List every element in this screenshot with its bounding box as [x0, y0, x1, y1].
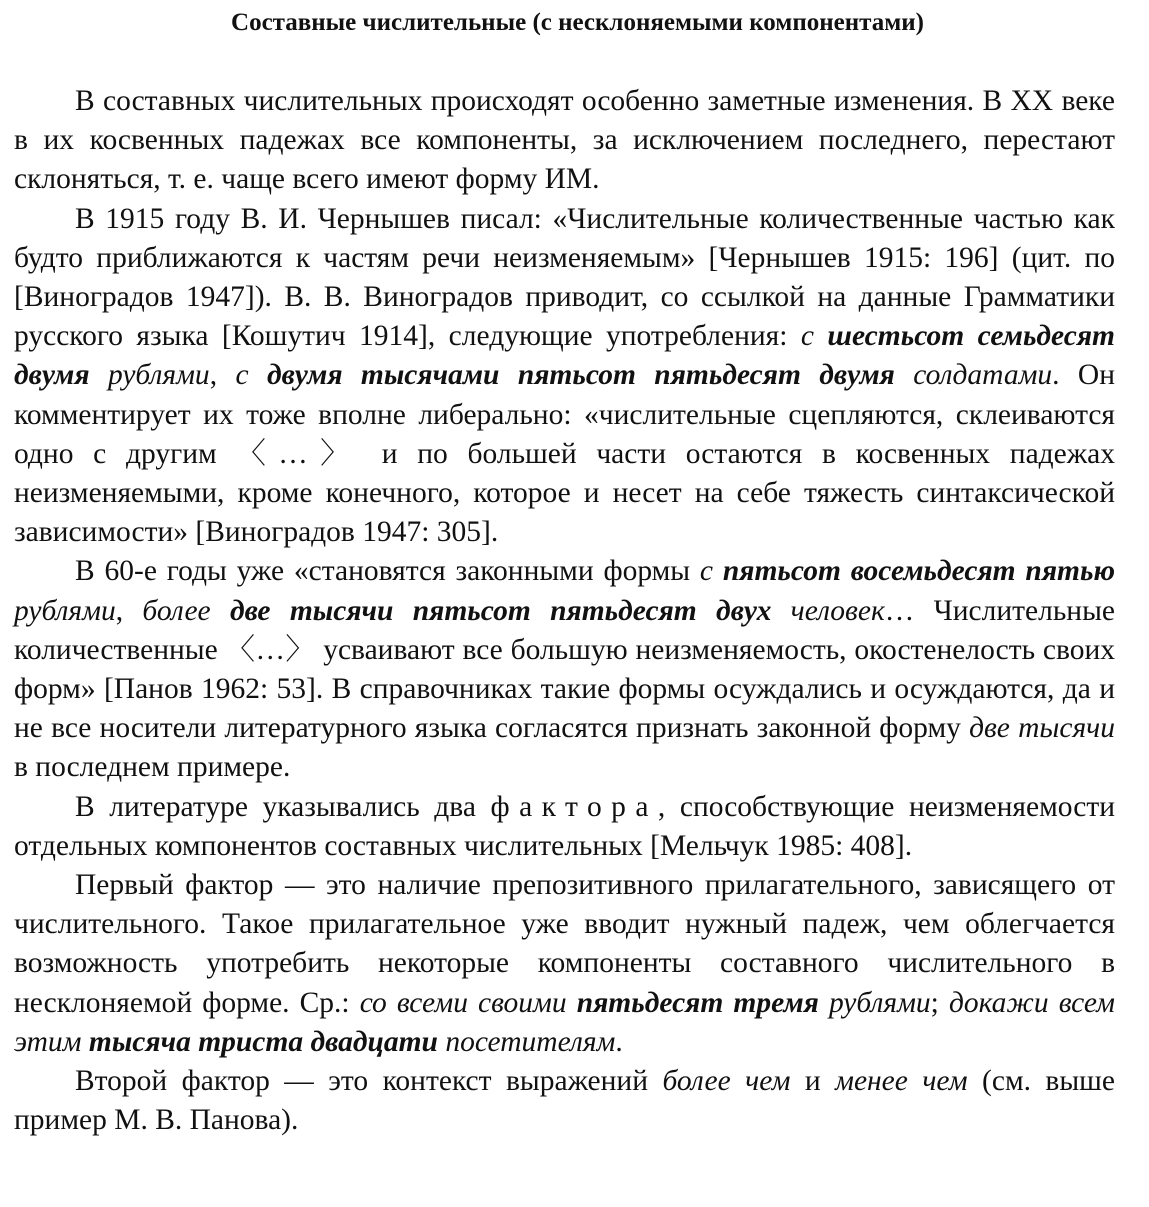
p2-text-3: . Он комментирует их тоже вполне либерально: «числительные сцепляются, склеиваются одно с другим 〈…〉 и по большей части остаются в косвенных падежах неизменяемыми, кроме конечного, которое и несет на себе тяжесть синтаксической зависимости» [Виноградов 1947: 305]. [14, 359, 1116, 549]
paragraph-6 [14, 1062, 1115, 1140]
p2-text-1: В 1915 году В. И. Чернышев писал: «Числительные количественные частью как будто приближаются к частям речи неизменяемым» [Чернышев 1915: 196] (цит. по [Виноградов 1947]). В. В. Виноградов приводит, со ссылкой на данные Грамматики русского языка [Кошутич 1914], следующие употребления: [14, 202, 1115, 353]
p5-text-3: . [615, 1025, 623, 1058]
p5-text-1: Первый фактор — это наличие препозитивного прилагательного, зависящего от числительного. Такое прилагательное уже вводит нужный падеж, чем облегчается возможность употребить некоторые компоненты составного числительного в несклоняемой форме. Ср.: [14, 869, 1115, 1019]
p3-text-3: … Числительные количественные 〈…〉 усваивают все большую неизменяемость, окостенелость своих форм» [Панов 1962: 53]. В справочниках такие формы осуждались и осуждаются, да и не все носители литературного языка согласятся признать законной форму [14, 594, 1115, 745]
p5-italic-2: рублями [818, 986, 931, 1019]
p6-italic-2: менее чем [835, 1065, 968, 1098]
p5-bold-example-2: тысяча триста двадцати [88, 1025, 438, 1058]
p3-bold-example-2: две тысячи пятьсот пятьдесят двух [229, 594, 772, 627]
p3-italic-2: рублями [14, 594, 116, 627]
p2-bold-example-1: шестьсот семьдесят двумя [14, 320, 1116, 392]
page [14, 6, 1115, 1140]
p2-bold-example-2: двумя тысячами пятьсот пятьдесят двумя [266, 359, 895, 392]
p5-text-2: ; [930, 986, 949, 1019]
p5-italic-1: со всеми своими [359, 986, 577, 1019]
section-heading: Составные числительные (с несклоняемыми компонентами) [231, 9, 924, 36]
p4-text-2: , способствующие неизменяемости отдельных компонентов составных числительных [Мельчук 1985: 408]. [14, 790, 1115, 862]
p2-italic-2: рублями [89, 359, 210, 392]
p2-italic-1: с [800, 320, 828, 353]
p6-text-1: Второй фактор — это контекст выражений [75, 1065, 663, 1098]
p3-bold-example-1: пятьсот восемьдесят пятью [722, 555, 1115, 588]
p2-italic-4: солдатами [894, 359, 1053, 392]
p3-italic-1: с [699, 555, 723, 588]
p4-spaced-word: фактора [490, 790, 658, 823]
p5-italic-3: докажи всем этим [14, 986, 1115, 1058]
p3-italic-4: человек [771, 594, 885, 627]
p4-text-1: В литературе указывались два [75, 790, 491, 823]
paragraph-1-text: В составных числительных происходят особенно заметные изменения. В XX веке в их косвенных падежах все компоненты, за исключением последнего, перестают склоняться, т. е. чаще всего имеют форму ИМ. [14, 85, 1115, 196]
p3-italic-3: более [142, 594, 230, 627]
p6-italic-1: более чем [662, 1065, 791, 1098]
paragraph-4 [14, 788, 1115, 866]
p5-bold-example-1: пятьдесят тремя [576, 986, 819, 1019]
p2-text-2: , [209, 359, 236, 392]
paragraph-1 [14, 82, 1115, 200]
p3-text-2: , [115, 594, 143, 627]
p6-text-2: и [790, 1065, 836, 1098]
p2-italic-3: с [235, 359, 267, 392]
p3-text-4: в последнем примере. [14, 751, 291, 784]
p3-italic-5: две тысячи [969, 712, 1115, 745]
p6-text-3: (см. выше пример М. В. Панова). [14, 1065, 1115, 1137]
p3-text-1: В 60-е годы уже «становятся законными формы [75, 555, 700, 588]
paragraph-3 [14, 552, 1115, 787]
paragraph-5 [14, 866, 1115, 1062]
paragraph-2 [14, 200, 1115, 553]
p5-italic-4: посетителям [437, 1025, 616, 1058]
